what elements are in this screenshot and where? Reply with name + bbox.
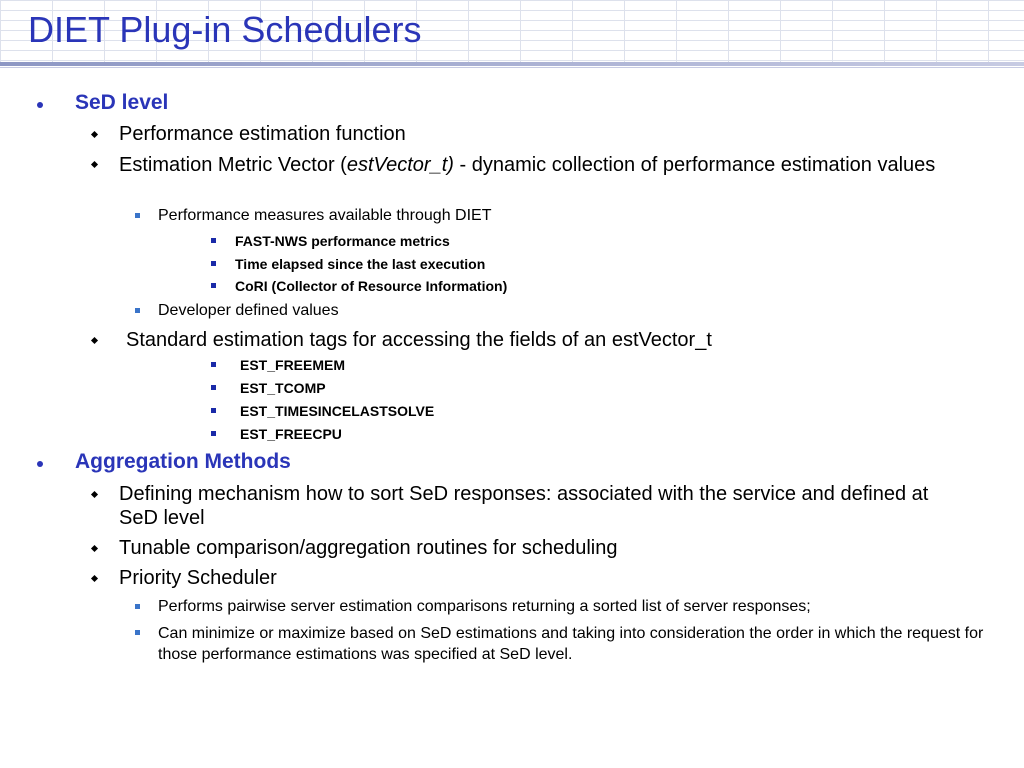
bullet-square-icon — [211, 385, 216, 390]
bullet-diamond-icon — [91, 161, 98, 168]
bullet-dot-icon — [37, 102, 43, 108]
bullet-square-icon — [211, 408, 216, 413]
defining-item: Defining mechanism how to sort SeD responses: associated with the service and defined at SeD level — [119, 483, 929, 529]
tag-item: EST_TCOMP — [240, 380, 326, 396]
bullet-diamond-icon — [91, 545, 98, 552]
minimize-item: Can minimize or maximize based on SeD estimations and taking into consideration the order in which the request for those performance estimations was specified at SeD level. — [158, 625, 984, 663]
bullet-diamond-icon — [91, 131, 98, 138]
measure-item: Time elapsed since the last execution — [235, 256, 486, 272]
bullet-square-icon — [211, 238, 216, 243]
bullet-diamond-icon — [91, 337, 98, 344]
perf-estimation-item: Performance estimation function — [119, 123, 406, 145]
bullet-square-icon — [211, 362, 216, 367]
bullet-diamond-icon — [91, 575, 98, 582]
est-vector-item — [119, 153, 999, 177]
std-tags-item: Standard estimation tags for accessing the fields of an estVector_t — [126, 329, 712, 351]
tag-item: EST_FREEMEM — [240, 357, 346, 373]
measure-item: FAST-NWS performance metrics — [235, 233, 450, 249]
bullet-square-icon — [135, 604, 140, 609]
bullet-square-icon — [211, 261, 216, 266]
est-vector-prefix: Estimation Metric Vector ( — [119, 154, 347, 176]
measure-item: CoRI (Collector of Resource Information) — [235, 278, 508, 294]
tag-item: EST_FREECPU — [240, 426, 342, 442]
bullet-square-icon — [135, 213, 140, 218]
sed-level-heading: SeD level — [75, 91, 169, 114]
est-vector-type: estVector_t) — [346, 154, 454, 176]
bullet-square-icon — [135, 630, 140, 635]
aggregation-heading: Aggregation Methods — [75, 450, 291, 473]
bullet-square-icon — [211, 431, 216, 436]
bullet-square-icon — [211, 283, 216, 288]
priority-scheduler-item: Priority Scheduler — [119, 567, 277, 589]
tag-item: EST_TIMESINCELASTSOLVE — [240, 403, 435, 419]
perf-measures-item: Performance measures available through DIET — [158, 207, 492, 224]
est-vector-suffix: - dynamic collection of performance estimation values — [453, 154, 936, 176]
bullet-diamond-icon — [91, 491, 98, 498]
bullet-dot-icon — [37, 461, 43, 467]
developer-values-item: Developer defined values — [158, 302, 339, 319]
slide-title: DIET Plug-in Schedulers — [28, 9, 422, 50]
bullet-square-icon — [135, 308, 140, 313]
tunable-item: Tunable comparison/aggregation routines for scheduling — [119, 537, 618, 559]
pairwise-item: Performs pairwise server estimation comparisons returning a sorted list of server responses; — [158, 598, 811, 615]
